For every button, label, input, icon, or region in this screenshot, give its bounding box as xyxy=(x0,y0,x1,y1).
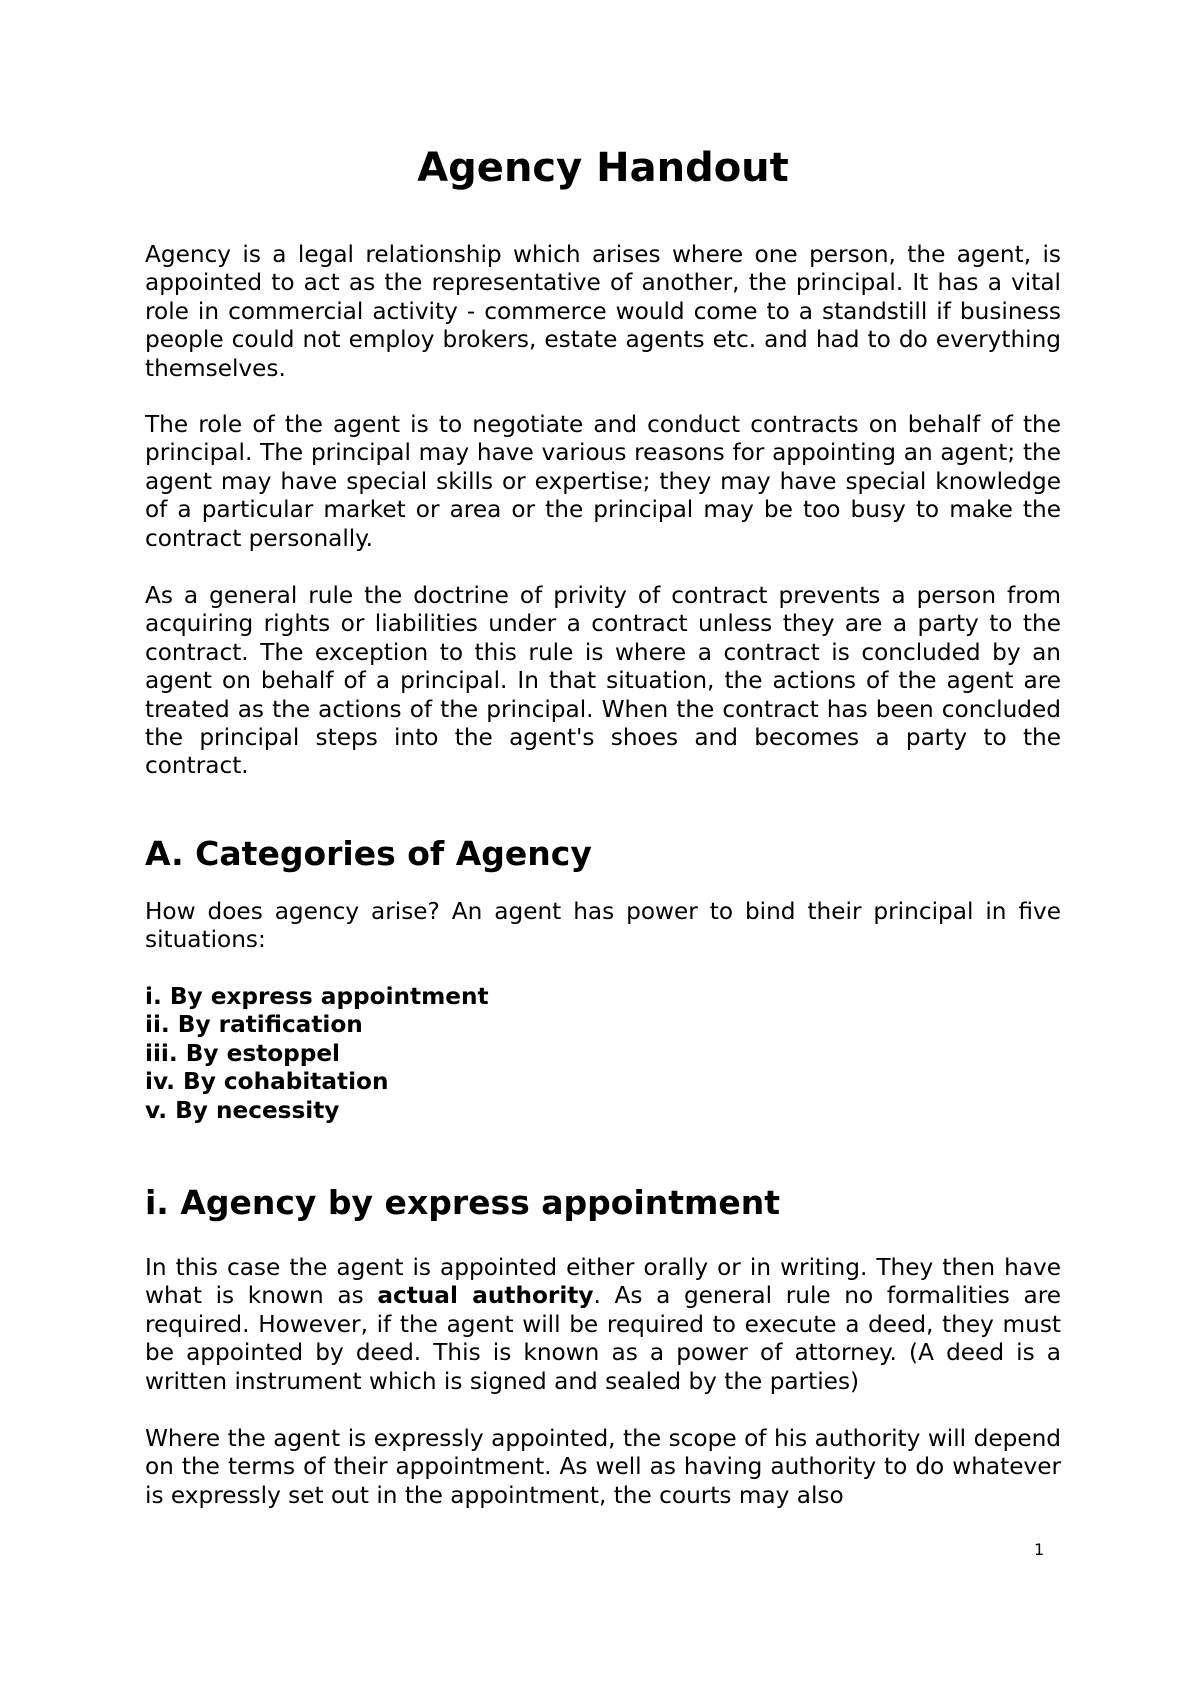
intro-paragraph-2: The role of the agent is to negotiate and conduct contracts on behalf of the principal. The principal may have various reasons for appointing an agent; the agent may have special skills or expertise; they may have special knowledge of a particular market or area or the principal may be too busy to make the contract personally. xyxy=(145,411,1061,552)
document-title: Agency Handout xyxy=(417,145,789,191)
section-i-paragraph-1 xyxy=(145,1254,1061,1396)
section-i-heading: i. Agency by express appointment xyxy=(145,1183,781,1222)
bold-term: actual authority xyxy=(377,1282,594,1310)
page-number: 1 xyxy=(1034,1540,1045,1559)
section-a-heading: A. Categories of Agency xyxy=(145,834,592,873)
list-item: iii. By estoppel xyxy=(145,1039,340,1067)
intro-paragraph-1: Agency is a legal relationship which arises where one person, the agent, is appointed to act as the representative of another, the principal. It has a vital role in commercial activity - commerce would come to a standstill if business people could not employ brokers, estate agents etc. and had to do everything themselves. xyxy=(145,241,1061,382)
text-run: In this case the agent is appointed either orally or in writing. They then have what is known as xyxy=(145,1254,1061,1310)
list-item: ii. By ratification xyxy=(145,1011,363,1039)
section-a-intro: How does agency arise? An agent has power to bind their principal in five situations: xyxy=(145,898,1061,954)
text-run: . As a general rule no formalities are required. However, if the agent will be required to execute a deed, they must be appointed by deed. This is known as a power of attorney. (A deed is a written instrument which is signed and sealed by the parties) xyxy=(145,1282,1061,1395)
intro-paragraph-3: As a general rule the doctrine of privity of contract prevents a person from acquiring rights or liabilities under a contract unless they are a party to the contract. The exception to this rule is where a contract is concluded by an agent on behalf of a principal. In that situation, the actions of the agent are treated as the actions of the principal. When the contract has been concluded the principal steps into the agent's shoes and becomes a party to the contract. xyxy=(145,582,1061,780)
list-item: v. By necessity xyxy=(145,1096,340,1124)
list-item: iv. By cohabitation xyxy=(145,1068,389,1096)
agency-categories-list xyxy=(145,983,489,1125)
list-item: i. By express appointment xyxy=(145,983,489,1010)
section-i-paragraph-2: Where the agent is expressly appointed, the scope of his authority will depend on the terms of their appointment. As well as having authority to do whatever is expressly set out in the appointment, the courts may also xyxy=(145,1425,1061,1509)
